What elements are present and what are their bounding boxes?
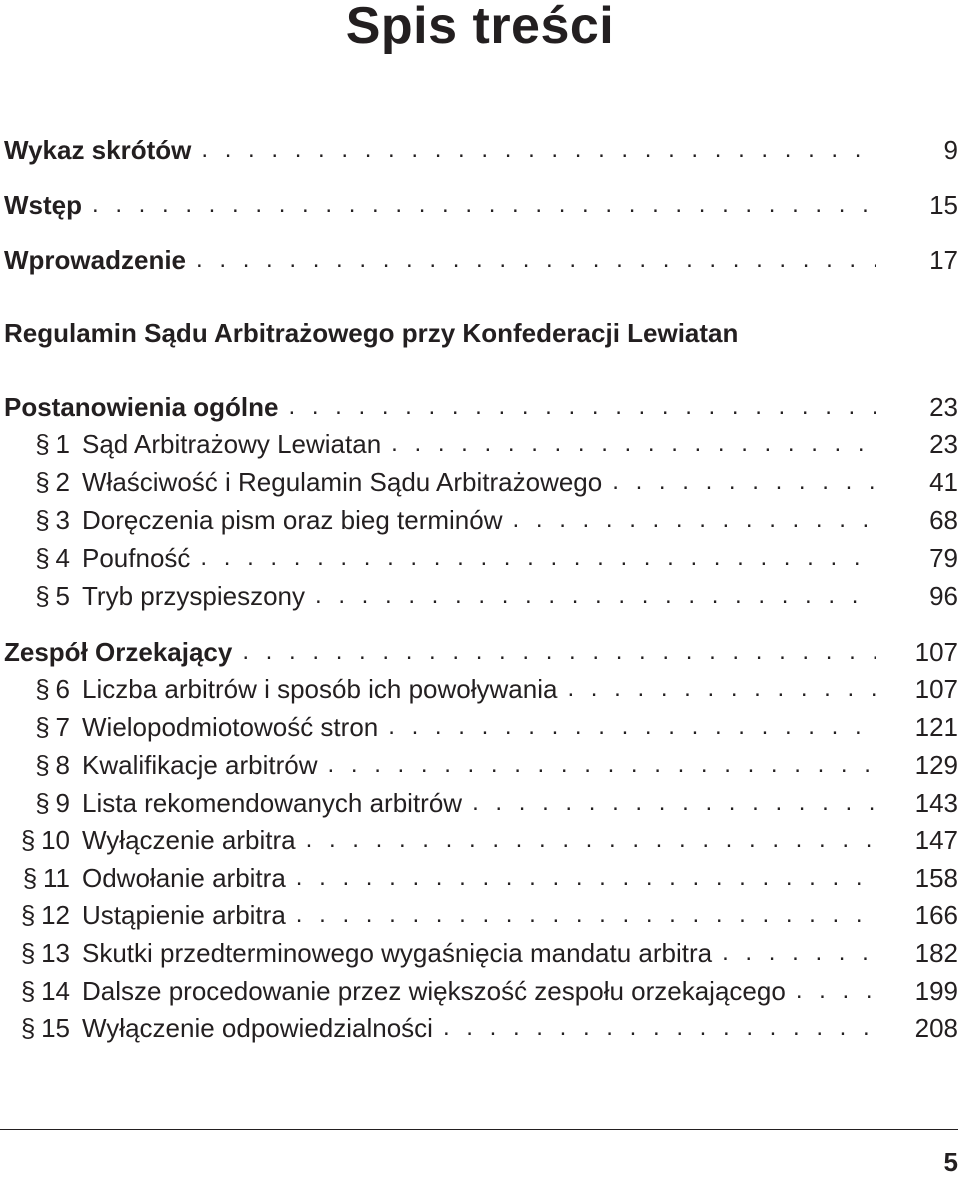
dot-leader [196,243,876,277]
dot-leader [296,861,876,895]
toc-entry-label: Zespół Orzekający [4,637,233,667]
toc-entry-label: Właściwość i Regulamin Sądu Arbitrażowego [82,467,603,497]
section-symbol-icon: § [35,505,50,535]
section-number: § 4 [0,541,82,575]
toc-entry-label: Wyłączenie odpowiedzialności [82,1013,433,1043]
dot-leader [306,823,876,857]
section-symbol-icon: § [35,712,50,742]
toc-entry-label: Kwalifikacje arbitrów [82,750,318,780]
toc-entry-label: Ustąpienie arbitra [82,900,286,930]
section-number: § 2 [0,465,82,499]
section-number: § 13 [0,936,82,970]
toc-entry-section-12[interactable] [0,898,958,932]
section-symbol-icon: § [35,750,50,780]
toc-entry-page: 182 [914,938,958,968]
toc-entry-section-9[interactable] [0,786,958,820]
section-number: § 1 [0,427,82,461]
dot-leader [722,936,876,970]
toc-entry-label: Wprowadzenie [4,245,187,275]
toc-entry-page: 68 [929,505,958,535]
toc-entry-page: 79 [929,543,958,573]
toc-entry-label: Liczba arbitrów i sposób ich powoływania [82,674,558,704]
section-symbol-icon: § [20,1013,36,1043]
toc-entry-page: 23 [929,429,958,459]
section-symbol-icon: § [35,543,50,573]
toc-entry-page: 41 [929,467,958,497]
toc-entry-page: 143 [914,788,958,818]
dot-leader [92,188,876,222]
section-number: § 9 [0,786,82,820]
section-number: § 5 [0,579,82,613]
section-symbol-icon: § [35,581,50,611]
toc-entry-zespol-orzekajacy[interactable] [0,635,958,669]
dot-leader [612,465,876,499]
section-symbol-icon: § [20,825,36,855]
section-symbol-icon: § [20,938,36,968]
toc-entry-label: Odwołanie arbitra [82,863,286,893]
toc-entry-label: Sąd Arbitrażowy Lewiatan [82,429,382,459]
toc-entry-label: Dalsze procedowanie przez większość zespołu orzekającego [82,976,786,1006]
toc-entry-page: 107 [914,674,958,704]
dot-leader [201,133,876,167]
toc-entry-label: Doręczenia pism oraz bieg terminów [82,505,503,535]
footer-rule [0,1129,958,1130]
toc-entry-wstep[interactable] [0,188,958,222]
toc-entry-label: Wyłączenie arbitra [82,825,296,855]
toc-entry-wprowadzenie[interactable] [0,243,958,277]
toc-entry-section-7[interactable] [0,710,958,744]
toc-entry-page: 107 [914,637,958,667]
dot-leader [391,427,876,461]
dot-leader [242,635,876,669]
toc-entry-page: 199 [914,976,958,1006]
dot-leader [472,786,876,820]
section-symbol-icon: § [35,788,50,818]
toc-entry-page: 23 [929,392,958,422]
dot-leader [513,503,876,537]
toc-entry-section-13[interactable] [0,936,958,970]
toc-entry-page: 166 [914,900,958,930]
toc-entry-page: 147 [914,825,958,855]
toc-entry-label: Skutki przedterminowego wygaśnięcia mandatu arbitra [82,938,713,968]
toc-entry-label: Wykaz skrótów [4,135,192,165]
dot-leader [443,1011,876,1045]
toc-entry-label: Poufność [82,543,191,573]
dot-leader [388,710,876,744]
toc-entry-section-5[interactable] [0,579,958,613]
toc-entry-section-14[interactable] [0,974,958,1008]
page-title: Spis treści [345,0,615,55]
toc-entry-page: 121 [914,712,958,742]
toc-entry-wykaz-skrotow[interactable] [0,133,958,167]
toc-entry-page: 96 [929,581,958,611]
section-symbol-icon: § [35,467,50,497]
toc-entry-page: 208 [914,1013,958,1043]
toc-entry-label: Tryb przyspieszony [82,581,305,611]
section-number: § 12 [0,898,82,932]
toc-entry-label: Lista rekomendowanych arbitrów [82,788,463,818]
toc-entry-label: Wstęp [4,190,82,220]
dot-leader [328,748,876,782]
toc-entry-section-8[interactable] [0,748,958,782]
section-number: § 14 [0,974,82,1008]
section-symbol-icon: § [35,674,50,704]
regulation-heading: Regulamin Sądu Arbitrażowego przy Konfederacji Lewiatan [4,318,739,348]
dot-leader [296,898,876,932]
page-number: 5 [943,1147,958,1177]
section-number: § 6 [0,672,82,706]
section-symbol-icon: § [20,900,36,930]
section-number: § 3 [0,503,82,537]
toc-entry-section-1[interactable] [0,427,958,461]
toc-entry-section-10[interactable] [0,823,958,857]
section-symbol-icon: § [22,863,38,893]
dot-leader [567,672,876,706]
section-number: § 10 [0,823,82,857]
section-number: § 11 [0,861,82,895]
section-number: § 15 [0,1011,82,1045]
toc-entry-page: 129 [914,750,958,780]
toc-entry-page: 9 [943,135,958,165]
section-symbol-icon: § [20,976,36,1006]
dot-leader [200,541,876,575]
toc-entry-page: 158 [914,863,958,893]
toc-entry-page: 17 [929,245,958,275]
toc-entry-postanowienia-ogolne[interactable] [0,390,958,424]
toc-entry-section-6[interactable] [0,672,958,706]
toc-entry-section-4[interactable] [0,541,958,575]
toc-entry-section-2[interactable] [0,465,958,499]
dot-leader [796,974,876,1008]
toc-entry-label: Wielopodmiotowość stron [82,712,379,742]
dot-leader [315,579,876,613]
toc-entry-section-11[interactable] [0,861,958,895]
toc-entry-page: 15 [929,190,958,220]
toc-entry-section-3[interactable] [0,503,958,537]
dot-leader [288,390,876,424]
toc-entry-section-15[interactable] [0,1011,958,1045]
toc-entry-label: Postanowienia ogólne [4,392,279,422]
section-number: § 8 [0,748,82,782]
section-symbol-icon: § [35,429,50,459]
section-number: § 7 [0,710,82,744]
